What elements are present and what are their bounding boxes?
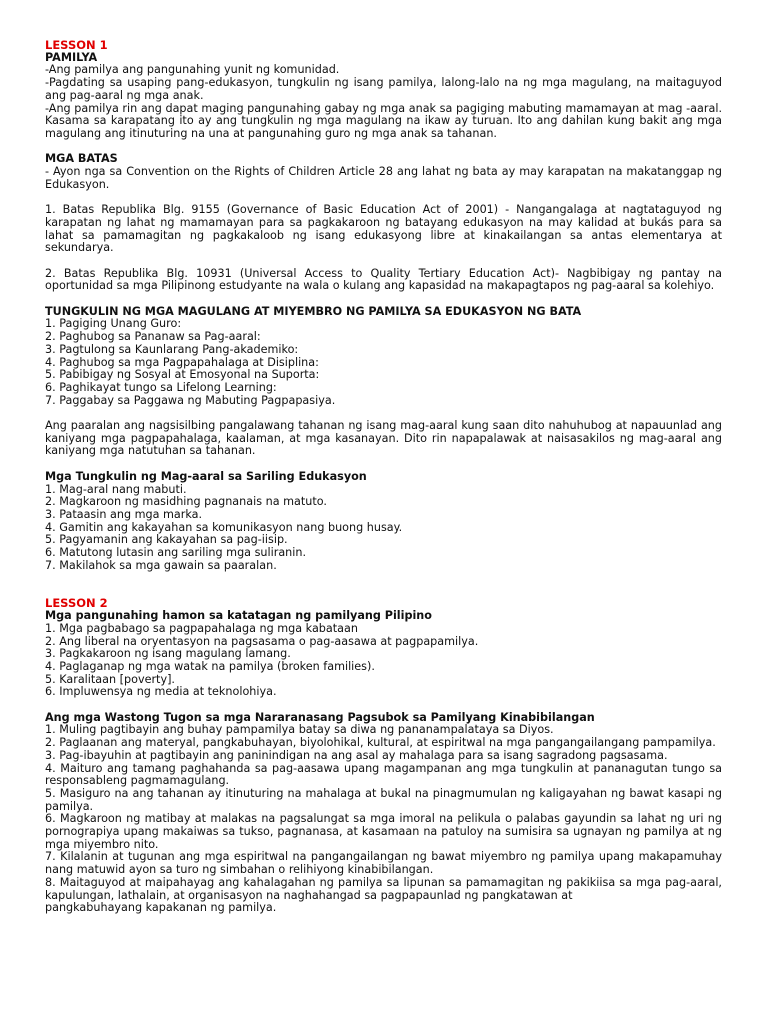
hamon-list — [45, 623, 722, 699]
tugon-list — [45, 724, 722, 915]
list-item: 4. Paghubog sa mga Pagpapahalaga at Disiplina: — [45, 355, 319, 369]
tungkulin-magulang-list — [45, 318, 722, 407]
list-item: 5. Masiguro na ang tahanan ay itinuturing na mahalaga at bukal na pinagmumulan ng kaligayahan ng bawat kasapi ng pamilya. — [45, 786, 722, 813]
list-item: pangkabuhayang kapakanan ng pamilya. — [45, 901, 277, 915]
list-item: 1. Muling pagtibayin ang buhay pampamilya batay sa diwa ng pananampalataya sa Diyos. — [45, 723, 554, 737]
list-item: 2. Magkaroon ng masidhing pagnanais na matuto. — [45, 495, 327, 509]
list-item: 1. Mag-aral nang mabuti. — [45, 482, 187, 496]
list-item: 5. Karalitaan [poverty]. — [45, 672, 175, 686]
tungkulin-magulang-heading: TUNGKULIN NG MGA MAGULANG AT MIYEMBRO NG PAMILYA SA EDUKASYON NG BATA — [45, 304, 582, 318]
pamilya-heading: PAMILYA — [45, 50, 98, 64]
list-item: 1. Mga pagbabago sa pagpapahalaga ng mga kabataan — [45, 621, 358, 635]
list-item: 7. Paggabay sa Paggawa ng Mabuting Pagpapasiya. — [45, 393, 336, 407]
hamon-heading: Mga pangunahing hamon sa katatagan ng pamilyang Pilipino — [45, 609, 432, 623]
list-item: 2. Paghubog sa Pananaw sa Pag-aaral: — [45, 330, 261, 344]
batas-law-2: 2. Batas Republika Blg. 10931 (Universal Access to Quality Tertiary Education Act)- Nagbibigay ng pantay na oportunidad sa mga Pilipinong estudyante na wala o kulang ang kapasidad na makapagtapos ng pag-aaral sa kolehiyo. — [45, 266, 722, 293]
batas-intro: - Ayon nga sa Convention on the Rights of Children Article 28 ang lahat ng bata ay may karapatan na makatanggap ng Edukasyon. — [45, 165, 722, 191]
list-item: 3. Pagkakaroon ng isang magulang lamang. — [45, 647, 291, 661]
list-item: 3. Pagtulong sa Kaunlarang Pang-akademiko: — [45, 342, 299, 356]
paaralan-paragraph: Ang paaralan ang nagsisilbing pangalawang tahanan ng isang mag-aaral kung saan dito nahuhubog at napauunlad ang kaniyang mga pagpapahalaga, kaalaman, at mga kasanayan. Dito rin napapalawak at naisasakilos ng mag-aaral ang kaniyang mga natutuhan sa tahanan. — [45, 419, 722, 458]
list-item: 5. Pagyamanin ang kakayahan sa pag-iisip. — [45, 533, 288, 547]
list-item: 3. Pag-ibayuhin at pagtibayin ang paninindigan na ang asal ay mahalaga para sa isang sagradong pagsasama. — [45, 748, 668, 762]
lesson-1-label: LESSON 1 — [45, 38, 108, 52]
list-item: 4. Gamitin ang kakayahan sa komunikasyon nang buong husay. — [45, 520, 403, 534]
batas-heading: MGA BATAS — [45, 152, 118, 166]
document-body — [45, 39, 722, 915]
list-item: 2. Paglaanan ang materyal, pangkabuhayan, biyolohikal, kultural, at espiritwal na mga pangangailangang pampamilya. — [45, 736, 716, 750]
pamilya-line-1: -Ang pamilya ang pangunahing yunit ng komunidad. — [45, 63, 340, 77]
pamilya-line-3: -Ang pamilya rin ang dapat maging pangunahing gabay ng mga anak sa pagiging mabuting mamamayan at mag -aaral. Kasama sa karapatang ito ay ang tungkulin ng mga magulang na ikaw ay turuan. Ito ang dahilan kung bakit ang mga magulang ang itinuturing na una at pangunahing guro ng mga anak sa tahanan. — [45, 101, 722, 140]
batas-law-1: 1. Batas Republika Blg. 9155 (Governance of Basic Education Act of 2001) - Nangangalaga at nagtataguyod ng karapatan ng lahat ng mamamayan para sa pagkakaroon ng batayang edukasyon na may kalidad at bukás para sa lahat sa pamamagitan ng pagkakaloob ng isang edukasyong libre at kinakailangan sa antas elementarya at sekundarya. — [45, 203, 722, 255]
list-item: 3. Pataasin ang mga marka. — [45, 507, 203, 521]
list-item: 6. Impluwensya ng media at teknolohiya. — [45, 685, 277, 699]
list-item: 4. Paglaganap ng mga watak na pamilya (broken families). — [45, 659, 375, 673]
list-item: 7. Kilalanin at tugunan ang mga espiritwal na pangangailangan ng bawat miyembro ng pamilya upang makapamuhay nang matuwid ayon sa turo ng simbahan o relihiyong kinabibilangan. — [45, 850, 722, 877]
lesson-2-label: LESSON 2 — [45, 596, 108, 611]
tungkulin-magaaral-heading: Mga Tungkulin ng Mag-aaral sa Sariling Edukasyon — [45, 469, 367, 483]
list-item: 6. Magkaroon ng matibay at malakas na pagsalungat sa mga imoral na pelikula o palabas gayundin sa lahat ng uri ng pornograpiya upang makaiwas sa tukso, pagnanasa, at kasamaan na patuloy na sumisira sa ugnayan ng pamilya at ng mga miyembro nito. — [45, 812, 722, 851]
list-item: 7. Makilahok sa mga gawain sa paaralan. — [45, 558, 277, 572]
list-item: 4. Maituro ang tamang paghahanda sa pag-aasawa upang magampanan ang mga tungkulin at pananagutan tungo sa responsableng pagmamagulang. — [45, 761, 722, 788]
list-item: 5. Pabibigay ng Sosyal at Emosyonal na Suporta: — [45, 368, 320, 382]
list-item: 8. Maitaguyod at maipahayag ang kahalagahan ng pamilya sa lipunan sa pamamagitan ng pakikiisa sa mga pag-aaral, kapulungan, lathalain, at organisasyon na naghahangad sa pagpapaunlad ng pangkatawan at — [45, 875, 722, 902]
list-item: 6. Paghikayat tungo sa Lifelong Learning: — [45, 380, 277, 394]
list-item: 1. Pagiging Unang Guro: — [45, 317, 182, 331]
list-item: 6. Matutong lutasin ang sariling mga suliranin. — [45, 546, 307, 560]
tungkulin-magaaral-list — [45, 484, 722, 573]
pamilya-line-2: -Pagdating sa usaping pang-edukasyon, tungkulin ng isang pamilya, lalong-lalo na ng mga magulang, na maitaguyod ang pag-aaral ng mga anak. — [45, 76, 722, 102]
list-item: 2. Ang liberal na oryentasyon na pagsasama o pag-aasawa at pagpapamilya. — [45, 634, 479, 648]
tugon-heading: Ang mga Wastong Tugon sa mga Nararanasang Pagsubok sa Pamilyang Kinabibilangan — [45, 710, 595, 724]
